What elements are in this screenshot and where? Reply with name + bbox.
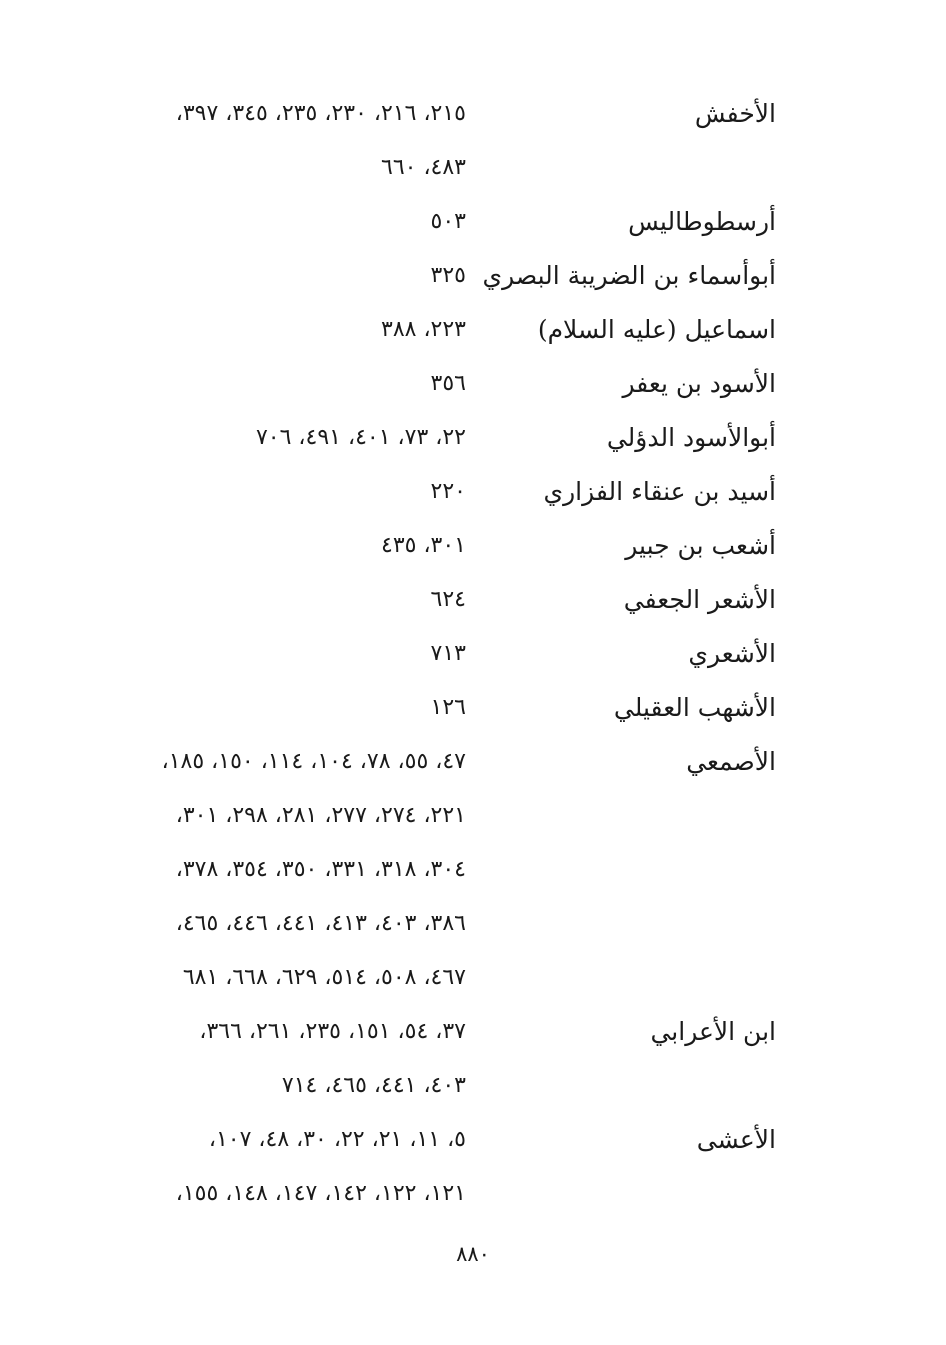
entry-name: أسيد بن عنقاء الفزاري xyxy=(543,477,776,506)
entry-name: أبوالأسود الدؤلي xyxy=(606,423,776,452)
index-entry xyxy=(0,86,946,140)
entry-name: الأشهب العقيلي xyxy=(613,693,776,722)
entry-pages: ٤٦٧، ٥٠٨، ٥١٤، ٦٢٩، ٦٦٨، ٦٨١ xyxy=(182,965,466,990)
entry-pages: ٤٠٣، ٤٤١، ٤٦٥، ٧١٤ xyxy=(281,1073,466,1098)
entry-pages: ٣٠٤، ٣١٨، ٣٣١، ٣٥٠، ٣٥٤، ٣٧٨، xyxy=(175,857,466,882)
entry-pages: ٣٥٦ xyxy=(430,371,466,396)
entry-pages: ٦٢٤ xyxy=(430,587,466,612)
entry-name: الأعشى xyxy=(696,1125,776,1154)
index-entry xyxy=(0,734,946,788)
index-entry xyxy=(0,140,946,194)
index-entry xyxy=(0,1112,946,1166)
entry-pages: ٣٨٦، ٤٠٣، ٤١٣، ٤٤١، ٤٤٦، ٤٦٥، xyxy=(175,911,466,936)
entry-name: الأسود بن يعفر xyxy=(622,369,776,398)
index-entry xyxy=(0,680,946,734)
index-entry xyxy=(0,194,946,248)
entry-name: أشعب بن جبير xyxy=(625,531,776,560)
index-entry xyxy=(0,1004,946,1058)
entry-name: أبوأسماء بن الضريبة البصري xyxy=(482,261,776,290)
index-entry xyxy=(0,410,946,464)
entry-pages: ٤٧، ٥٥، ٧٨، ١٠٤، ١١٤، ١٥٠، ١٨٥، xyxy=(161,749,466,774)
index-entry xyxy=(0,950,946,1004)
entry-pages: ٢٢، ٧٣، ٤٠١، ٤٩١، ٧٠٦ xyxy=(255,425,466,450)
index-entry xyxy=(0,464,946,518)
entry-name: الأخفش xyxy=(694,99,776,128)
entry-name: اسماعيل (عليه السلام) xyxy=(537,315,776,344)
entry-pages: ٢٢١، ٢٧٤، ٢٧٧، ٢٨١، ٢٩٨، ٣٠١، xyxy=(175,803,466,828)
index-entry xyxy=(0,626,946,680)
index-entry xyxy=(0,1058,946,1112)
index-entry xyxy=(0,842,946,896)
index-entry xyxy=(0,356,946,410)
entry-name: الأشعر الجعفي xyxy=(623,585,776,614)
index-entry xyxy=(0,518,946,572)
index-entry xyxy=(0,788,946,842)
entry-pages: ٧١٣ xyxy=(430,641,466,666)
index-entry xyxy=(0,896,946,950)
entry-pages: ٢٢٣، ٣٨٨ xyxy=(381,317,466,342)
entry-name: الأشعري xyxy=(688,639,776,668)
entry-name: أرسطوطاليس xyxy=(628,207,776,236)
page-number: ٨٨٠ xyxy=(456,1242,490,1266)
entry-pages: ٥، ١١، ٢١، ٢٢، ٣٠، ٤٨، ١٠٧، xyxy=(208,1127,466,1152)
entry-pages: ٥٠٣ xyxy=(430,209,466,234)
index-entry xyxy=(0,1166,946,1220)
index-list xyxy=(0,86,946,1220)
index-entry xyxy=(0,302,946,356)
entry-name: الأصمعي xyxy=(686,747,776,776)
entry-pages: ٣٠١، ٤٣٥ xyxy=(381,533,466,558)
entry-pages: ١٢١، ١٢٢، ١٤٢، ١٤٧، ١٤٨، ١٥٥، xyxy=(175,1181,466,1206)
entry-pages: ٢١٥، ٢١٦، ٢٣٠، ٢٣٥، ٣٤٥، ٣٩٧، xyxy=(175,101,466,126)
index-entry xyxy=(0,572,946,626)
entry-pages: ٢٢٠ xyxy=(430,479,466,504)
entry-pages: ٣٢٥ xyxy=(430,263,466,288)
entry-pages: ٣٧، ٥٤، ١٥١، ٢٣٥، ٢٦١، ٣٦٦، xyxy=(199,1019,466,1044)
index-entry xyxy=(0,248,946,302)
entry-name: ابن الأعرابي xyxy=(650,1017,776,1046)
entry-pages: ١٢٦ xyxy=(430,695,466,720)
entry-pages: ٤٨٣، ٦٦٠ xyxy=(381,155,466,180)
